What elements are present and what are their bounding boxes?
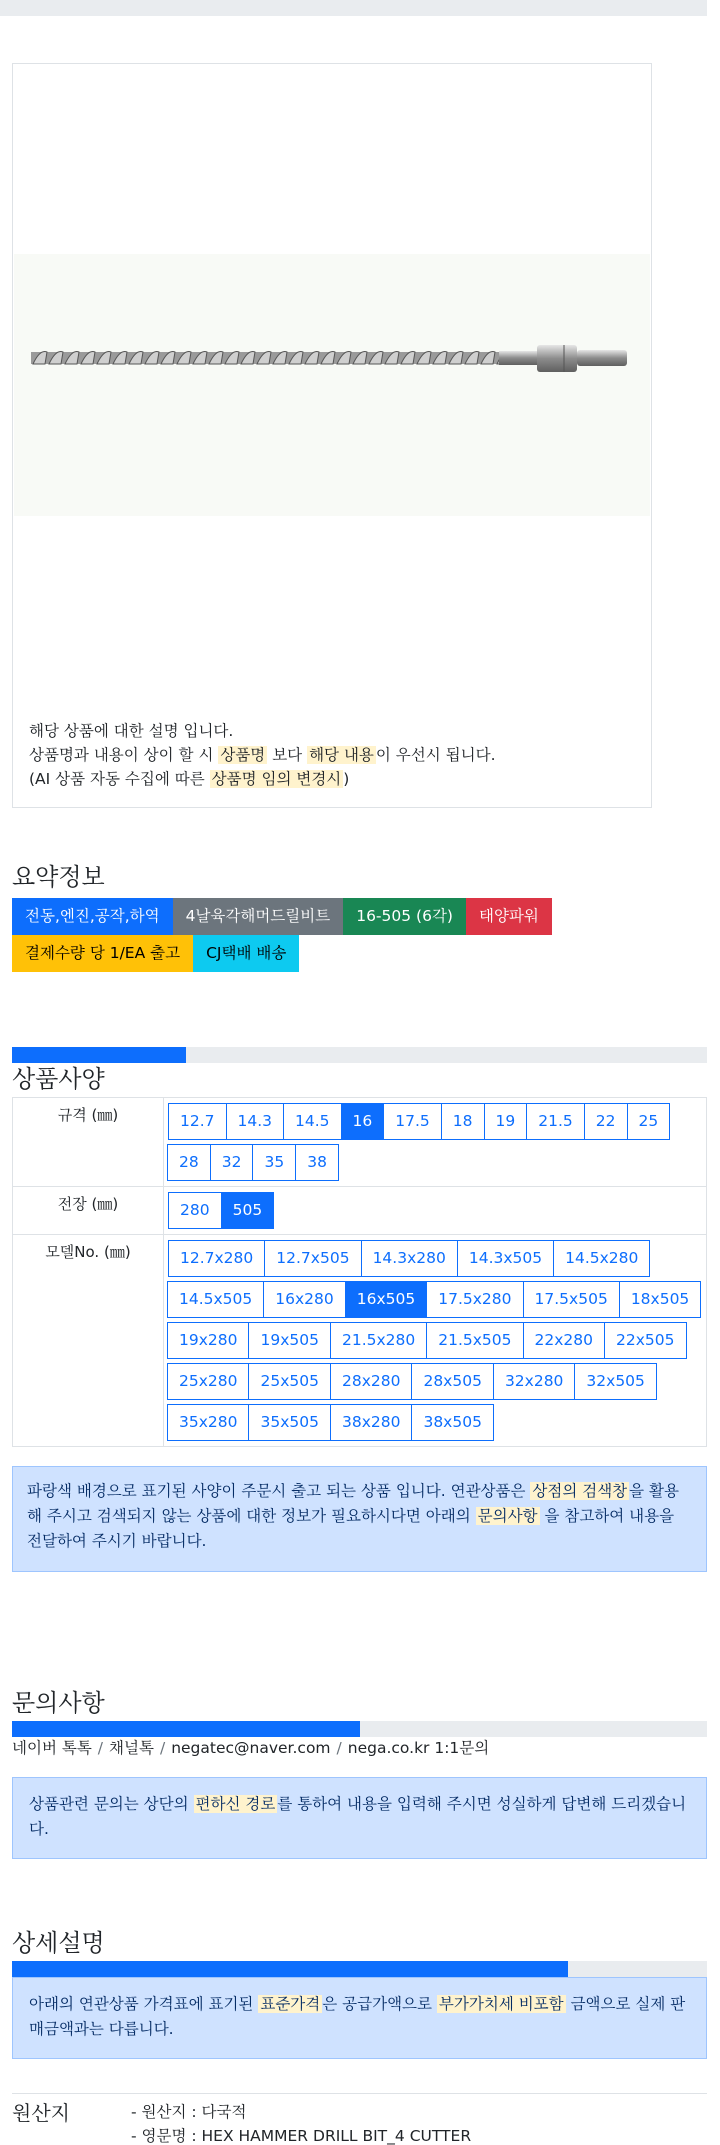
inquiry-channel-link[interactable]: 네이버 톡톡 [12, 1739, 92, 1757]
breadcrumb-separator: / [97, 1739, 104, 1757]
text-segment: 아래의 연관상품 가격표에 표기된 [29, 1995, 259, 2013]
spec-option[interactable]: 19x280 [167, 1322, 249, 1359]
origin-info [131, 2100, 471, 2145]
text-segment: (AI 상품 자동 수집에 따른 [29, 770, 210, 788]
spec-notice [12, 1466, 707, 1572]
spec-option[interactable]: 35x505 [248, 1404, 330, 1441]
spec-option-selected[interactable]: 16x505 [345, 1281, 427, 1318]
spec-option-selected[interactable]: 505 [221, 1192, 275, 1229]
spec-option[interactable]: 280 [168, 1192, 222, 1229]
summary-badge: 16-505 (6각) [343, 898, 466, 935]
spec-option[interactable]: 35 [252, 1144, 296, 1181]
spec-option[interactable]: 28x280 [330, 1363, 412, 1400]
highlight-text: 상점의 검색창 [532, 1482, 628, 1500]
product-image-frame [12, 63, 652, 808]
spec-options [164, 1098, 707, 1187]
spec-option[interactable]: 14.5 [283, 1103, 342, 1140]
spec-label: 전장 (㎜) [13, 1187, 164, 1235]
inquiry-channel-link[interactable]: negatec@naver.com [171, 1739, 331, 1757]
summary-badge: 4날육각해머드릴비트 [173, 898, 344, 935]
spec-option[interactable]: 14.5x280 [553, 1240, 650, 1277]
spec-option[interactable]: 19x505 [248, 1322, 330, 1359]
spec-option[interactable]: 38x505 [411, 1404, 493, 1441]
inquiry-title: 문의사항 [12, 1689, 105, 1717]
spec-option[interactable]: 14.5x505 [167, 1281, 264, 1318]
spec-option[interactable]: 22x505 [604, 1322, 686, 1359]
origin-line: - 원산지 : 다국적 [131, 2103, 247, 2121]
spec-progress [12, 1047, 707, 1063]
spec-option[interactable]: 21.5 [526, 1103, 585, 1140]
description-line [29, 719, 496, 743]
spec-title: 상품사양 [12, 1065, 105, 1093]
spec-option-selected[interactable]: 16 [341, 1103, 385, 1140]
spec-label: 모델No. (㎜) [13, 1235, 164, 1447]
product-image [14, 254, 650, 516]
model-row [13, 1235, 707, 1447]
size-row [13, 1098, 707, 1187]
highlight-text: 편하신 경로 [195, 1795, 276, 1813]
spec-option[interactable]: 38 [295, 1144, 339, 1181]
detail-notice [12, 1977, 707, 2059]
spec-option[interactable]: 25 [627, 1103, 671, 1140]
summary-badge: 결제수량 당 1/EA 출고 [12, 935, 193, 972]
spec-option[interactable]: 28x505 [411, 1363, 493, 1400]
description-line [29, 767, 496, 791]
spec-option[interactable]: 12.7 [168, 1103, 227, 1140]
highlight-text: 표준가격 [260, 1995, 321, 2013]
text-segment: 금액으로 실제 판매금액과는 다릅니다. [29, 1995, 686, 2038]
spec-option[interactable]: 22x280 [523, 1322, 605, 1359]
breadcrumb-separator: / [336, 1739, 342, 1757]
spec-option[interactable]: 14.3 [226, 1103, 285, 1140]
spec-option[interactable]: 14.3x505 [457, 1240, 554, 1277]
spec-option[interactable]: 18 [441, 1103, 485, 1140]
spec-option[interactable]: 18x505 [619, 1281, 701, 1318]
spec-option[interactable]: 35x280 [167, 1404, 249, 1441]
detail-title: 상세설명 [12, 1929, 105, 1957]
highlight-text: 해당 내용 [309, 746, 374, 764]
text-segment: 해당 상품에 대한 설명 입니다. [29, 722, 234, 740]
text-segment: 상품명과 내용이 상이 할 시 [29, 746, 219, 764]
highlight-text: 문의사항 [477, 1507, 538, 1525]
spec-option[interactable]: 21.5x280 [330, 1322, 427, 1359]
highlight-text: 상품명 임의 변경시 [211, 770, 342, 788]
english-name-line: - 영문명 : HEX HAMMER DRILL BIT_4 CUTTER [131, 2127, 472, 2145]
spec-label: 규격 (㎜) [13, 1098, 164, 1187]
inquiry-channel-link[interactable]: nega.co.kr 1:1문의 [347, 1739, 490, 1757]
description-line [29, 743, 496, 767]
spec-option[interactable]: 16x280 [263, 1281, 345, 1318]
spec-option[interactable]: 22 [584, 1103, 628, 1140]
divider [12, 2093, 707, 2094]
spec-option[interactable]: 17.5 [383, 1103, 442, 1140]
text-segment: 이 우선시 됩니다. [375, 746, 496, 764]
spec-option[interactable]: 28 [167, 1144, 211, 1181]
text-segment: 상품관련 문의는 상단의 [29, 1795, 194, 1813]
inquiry-progress-fill [12, 1721, 360, 1737]
spec-option[interactable]: 32x505 [574, 1363, 656, 1400]
spec-option[interactable]: 25x280 [167, 1363, 249, 1400]
spec-option[interactable]: 12.7x280 [168, 1240, 265, 1277]
summary-badge: 전동,엔진,공작,하역 [12, 898, 173, 935]
summary-badge: CJ택배 배송 [193, 935, 299, 972]
top-scroll-bar [0, 0, 707, 16]
spec-option[interactable]: 38x280 [330, 1404, 412, 1441]
summary-badges [12, 898, 572, 972]
highlight-text: 상품명 [220, 746, 266, 764]
detail-progress-fill [12, 1961, 568, 1977]
summary-badge: 태양파워 [466, 898, 552, 935]
breadcrumb-separator: / [159, 1739, 166, 1757]
length-row [13, 1187, 707, 1235]
spec-options [164, 1235, 707, 1447]
spec-table [12, 1097, 707, 1447]
spec-option[interactable]: 17.5x280 [426, 1281, 523, 1318]
detail-progress [12, 1961, 707, 1977]
text-segment: 을 참고하여 내용을 전달하여 주시기 바랍니다. [27, 1507, 675, 1550]
summary-title: 요약정보 [12, 863, 105, 891]
spec-option[interactable]: 21.5x505 [426, 1322, 523, 1359]
spec-option[interactable]: 19 [484, 1103, 528, 1140]
spec-option[interactable]: 32 [210, 1144, 254, 1181]
text-segment: 를 통하여 내용을 입력해 주시면 성실하게 답변해 드리겠습니다. [29, 1795, 687, 1838]
text-segment: 보다 [267, 746, 308, 764]
text-segment: 은 공급가액으로 [322, 1995, 437, 2013]
inquiry-channels [12, 1736, 489, 1758]
text-segment: ) [343, 770, 350, 788]
text-segment: 파랑색 배경으로 표기된 사양이 주문시 출고 되는 상품 입니다. 연관상품은 [27, 1482, 531, 1500]
spec-option[interactable]: 25x505 [248, 1363, 330, 1400]
spec-option[interactable]: 32x280 [493, 1363, 575, 1400]
origin-label: 원산지 [12, 2101, 70, 2125]
text-segment: 을 활용해 주시고 검색되지 않는 상품에 대한 정보가 필요하시다면 아래의 [27, 1482, 680, 1525]
inquiry-channel-link[interactable]: 채널톡 [109, 1739, 154, 1757]
inquiry-notice [12, 1777, 707, 1859]
spec-options [164, 1187, 707, 1235]
drill-bit-image [29, 339, 639, 379]
spec-option[interactable]: 14.3x280 [361, 1240, 458, 1277]
spec-option[interactable]: 17.5x505 [523, 1281, 620, 1318]
spec-option[interactable]: 12.7x505 [264, 1240, 361, 1277]
product-description [29, 719, 496, 791]
highlight-text: 부가가치세 비포함 [438, 1995, 564, 2013]
inquiry-progress [12, 1721, 707, 1737]
